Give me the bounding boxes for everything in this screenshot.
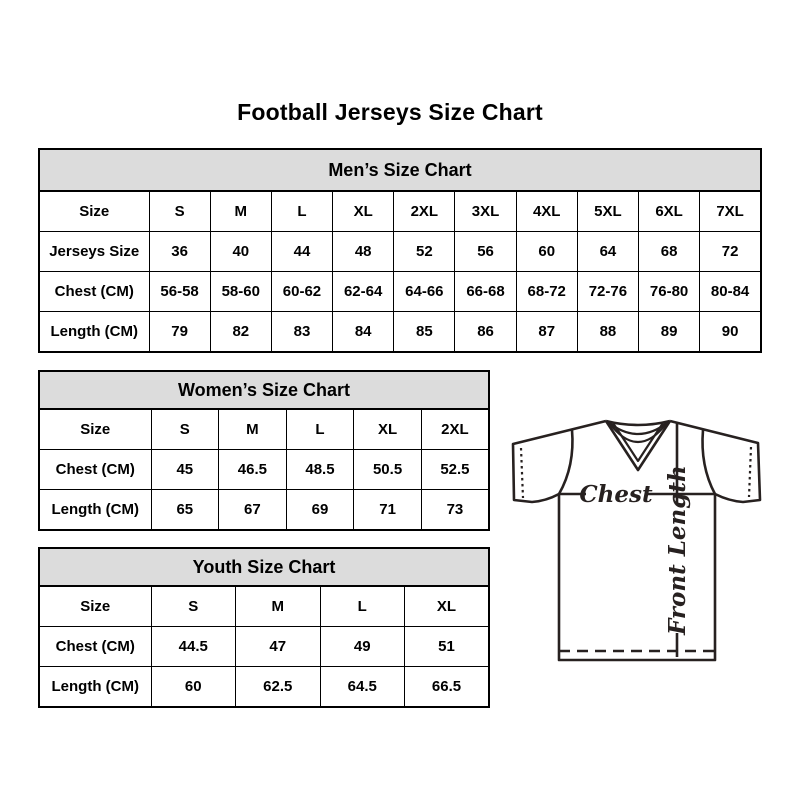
value-cell: 49: [320, 627, 405, 667]
table-row: [39, 586, 489, 627]
value-cell: 60-62: [271, 272, 332, 312]
row-header-cell: Length (CM): [39, 667, 151, 708]
row-header-cell: Length (CM): [39, 312, 149, 353]
value-cell: 50.5: [354, 450, 422, 490]
table-row: [39, 667, 489, 708]
value-cell: 62-64: [333, 272, 394, 312]
value-cell: 44.5: [151, 627, 236, 667]
value-cell: 88: [577, 312, 638, 353]
value-cell: 79: [149, 312, 210, 353]
value-cell: S: [149, 191, 210, 232]
value-cell: 48: [333, 232, 394, 272]
value-cell: 48.5: [286, 450, 354, 490]
value-cell: 72: [700, 232, 761, 272]
value-cell: 85: [394, 312, 455, 353]
value-cell: 36: [149, 232, 210, 272]
right-cuff-stitch-line: [749, 447, 751, 497]
value-cell: L: [320, 586, 405, 627]
value-cell: 86: [455, 312, 516, 353]
value-cell: 52: [394, 232, 455, 272]
table-row: [39, 312, 761, 353]
value-cell: 45: [151, 450, 219, 490]
chest-label: Chest: [579, 481, 653, 508]
womens-table-title: Women’s Size Chart: [39, 371, 489, 409]
value-cell: 40: [210, 232, 271, 272]
value-cell: 71: [354, 490, 422, 531]
mens-size-chart-table: [38, 148, 762, 353]
value-cell: 60: [151, 667, 236, 708]
value-cell: 6XL: [639, 191, 700, 232]
value-cell: 51: [405, 627, 490, 667]
value-cell: XL: [354, 409, 422, 450]
row-header-cell: Size: [39, 191, 149, 232]
youth-table-title: Youth Size Chart: [39, 548, 489, 586]
value-cell: 89: [639, 312, 700, 353]
table-row: [39, 450, 489, 490]
value-cell: 67: [219, 490, 287, 531]
table-row: [39, 490, 489, 531]
value-cell: 73: [421, 490, 489, 531]
value-cell: 56-58: [149, 272, 210, 312]
womens-size-chart-table: [38, 370, 490, 531]
row-header-cell: Jerseys Size: [39, 232, 149, 272]
table-row: [39, 191, 761, 232]
row-header-cell: Chest (CM): [39, 450, 151, 490]
value-cell: 76-80: [639, 272, 700, 312]
row-header-cell: Size: [39, 586, 151, 627]
value-cell: 44: [271, 232, 332, 272]
value-cell: M: [210, 191, 271, 232]
row-header-cell: Length (CM): [39, 490, 151, 531]
value-cell: 66-68: [455, 272, 516, 312]
value-cell: 52.5: [421, 450, 489, 490]
value-cell: 87: [516, 312, 577, 353]
value-cell: 82: [210, 312, 271, 353]
value-cell: S: [151, 586, 236, 627]
value-cell: 66.5: [405, 667, 490, 708]
value-cell: XL: [333, 191, 394, 232]
row-header-cell: Chest (CM): [39, 272, 149, 312]
value-cell: 47: [236, 627, 321, 667]
value-cell: 83: [271, 312, 332, 353]
table-row: [39, 272, 761, 312]
youth-size-chart-table: [38, 547, 490, 708]
value-cell: 64-66: [394, 272, 455, 312]
jersey-outline-graphic: [513, 421, 760, 660]
value-cell: 56: [455, 232, 516, 272]
value-cell: M: [236, 586, 321, 627]
value-cell: 60: [516, 232, 577, 272]
value-cell: 68-72: [516, 272, 577, 312]
value-cell: S: [151, 409, 219, 450]
value-cell: 58-60: [210, 272, 271, 312]
left-cuff-stitch-line: [521, 448, 523, 498]
value-cell: 64.5: [320, 667, 405, 708]
value-cell: 2XL: [394, 191, 455, 232]
table-row: [39, 409, 489, 450]
row-header-cell: Chest (CM): [39, 627, 151, 667]
row-header-cell: Size: [39, 409, 151, 450]
value-cell: 65: [151, 490, 219, 531]
value-cell: 69: [286, 490, 354, 531]
table-row: [39, 232, 761, 272]
value-cell: 62.5: [236, 667, 321, 708]
page-title: Football Jerseys Size Chart: [237, 99, 543, 125]
value-cell: 68: [639, 232, 700, 272]
value-cell: 72-76: [577, 272, 638, 312]
value-cell: 90: [700, 312, 761, 353]
value-cell: XL: [405, 586, 490, 627]
value-cell: 2XL: [421, 409, 489, 450]
value-cell: 80-84: [700, 272, 761, 312]
value-cell: 46.5: [219, 450, 287, 490]
table-row: [39, 627, 489, 667]
value-cell: 3XL: [455, 191, 516, 232]
value-cell: 5XL: [577, 191, 638, 232]
jersey-measurement-diagram: [505, 406, 769, 670]
value-cell: 64: [577, 232, 638, 272]
front-length-label: Front Length: [664, 465, 691, 635]
value-cell: 7XL: [700, 191, 761, 232]
value-cell: 4XL: [516, 191, 577, 232]
value-cell: L: [286, 409, 354, 450]
value-cell: L: [271, 191, 332, 232]
mens-table-title: Men’s Size Chart: [39, 149, 761, 191]
value-cell: M: [219, 409, 287, 450]
value-cell: 84: [333, 312, 394, 353]
